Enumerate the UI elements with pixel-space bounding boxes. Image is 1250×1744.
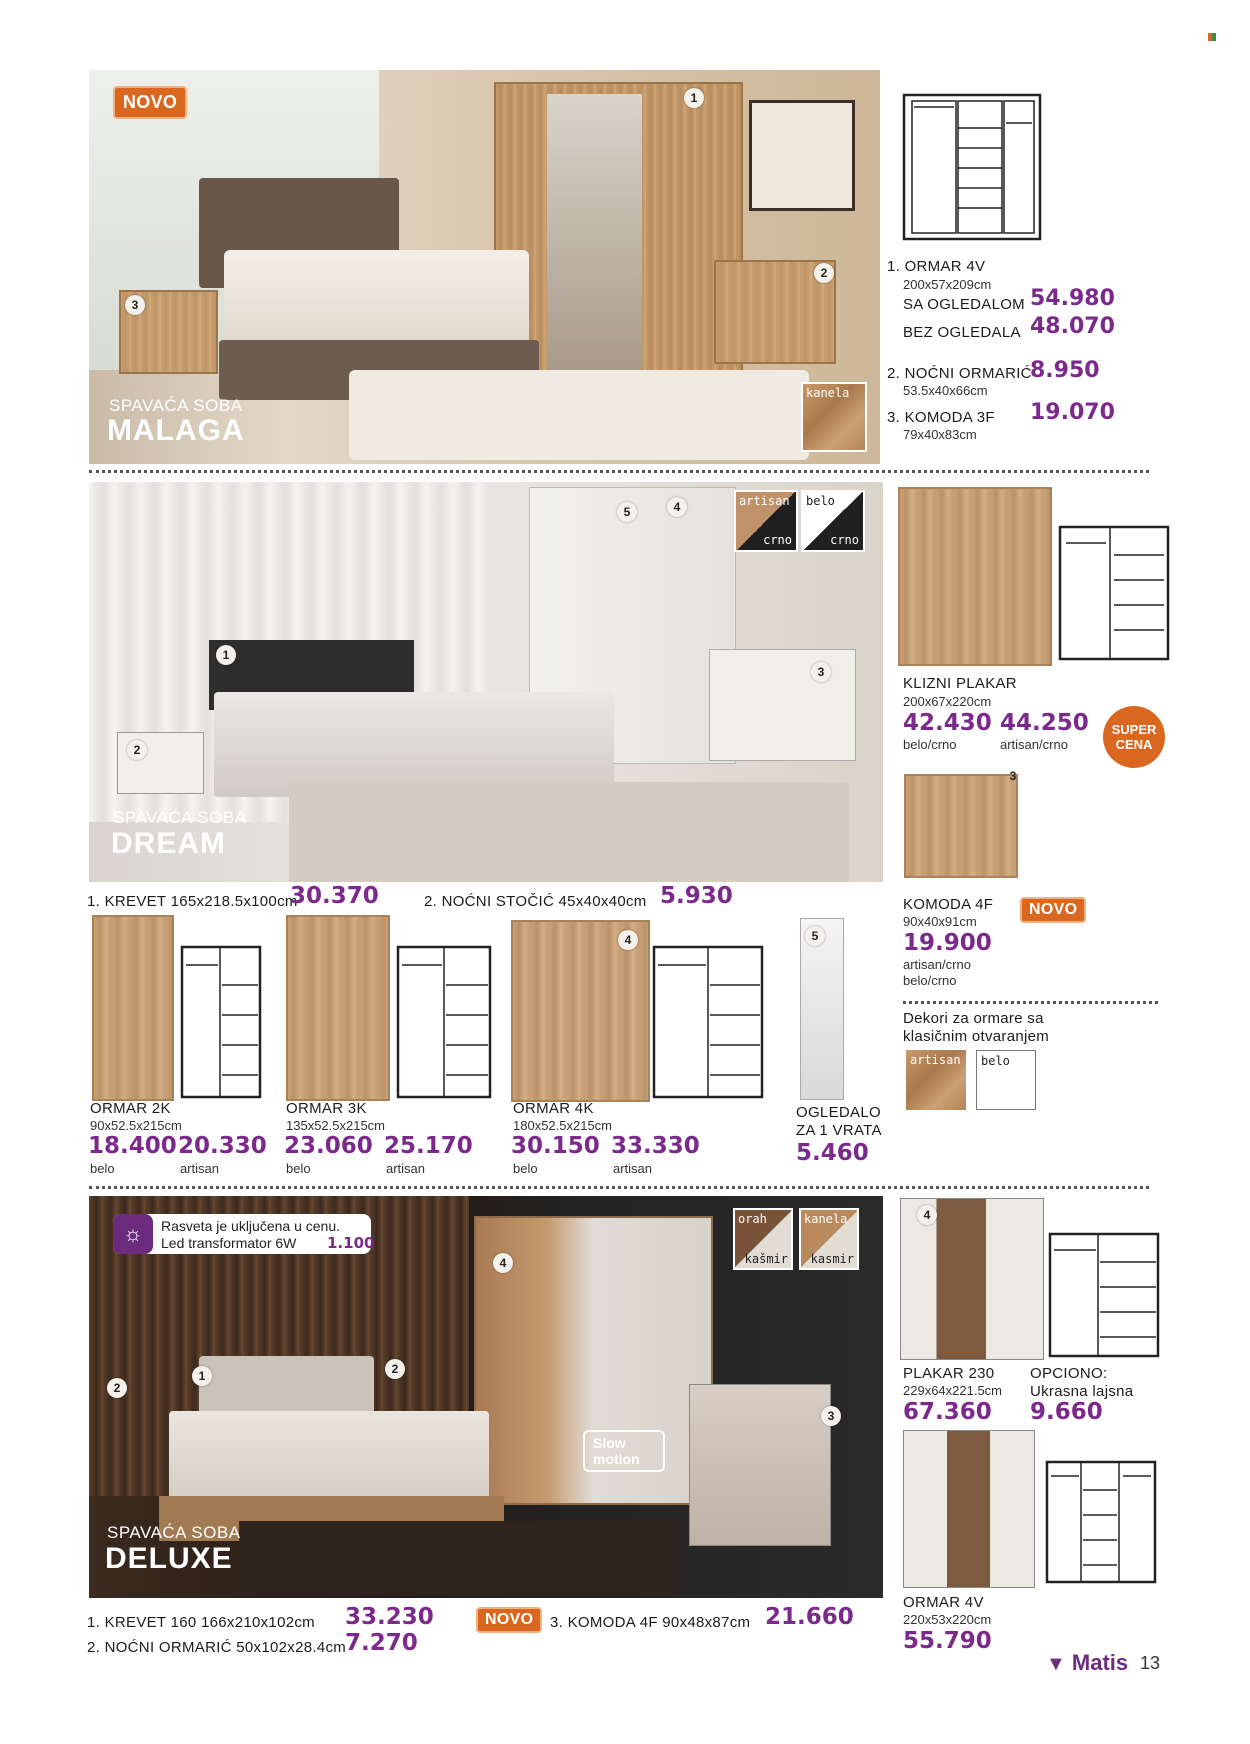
klizni-plakar-price-1: 42.430	[903, 710, 992, 736]
ormar-4v-name: ORMAR 4V	[903, 1594, 984, 1611]
malaga-title: MALAGA	[107, 414, 245, 447]
malaga-item-1-dims: 200x57x209cm	[903, 277, 992, 292]
led-line-1: Rasveta je uključena u cenu.	[161, 1218, 340, 1234]
klizni-plakar-price-2: 44.250	[1000, 710, 1089, 736]
ormar-3k-belo: belo	[286, 1161, 311, 1176]
matis-logo	[1046, 1650, 1128, 1676]
klizni-plakar-dims: 200x67x220cm	[903, 694, 992, 709]
marker-2: 2	[385, 1359, 405, 1379]
malaga-item-2-label: 2. NOĆNI ORMARIĆ	[887, 365, 1032, 382]
komoda-4f-price: 19.900	[903, 930, 992, 956]
brand-name: Matis	[1071, 1650, 1129, 1675]
ormar-3k-price-belo: 23.060	[284, 1133, 373, 1159]
plakar-230-marker: 4	[917, 1205, 937, 1225]
ormar-4k-marker: 4	[618, 930, 638, 950]
ormar-4v-dims: 220x53x220cm	[903, 1612, 992, 1627]
deluxe-komoda-label: 3. KOMODA 4F 90x48x87cm	[550, 1614, 751, 1631]
ormar-4v-drawing	[1045, 1460, 1157, 1586]
decor-note-line-1: Dekori za ormare sa	[903, 1010, 1044, 1027]
decor-label: artisan	[910, 1053, 961, 1067]
ormar-2k-drawing	[180, 945, 262, 1100]
deluxe-photo	[89, 1196, 883, 1598]
slow-motion-label	[583, 1430, 665, 1472]
ormar-4k-belo: belo	[513, 1161, 538, 1176]
badge-line-1: SUPER	[1111, 722, 1157, 737]
marker-4: 4	[493, 1253, 513, 1273]
marker-3: 3	[821, 1406, 841, 1426]
marker-2: 2	[107, 1378, 127, 1398]
dream-stocic-price: 5.930	[660, 883, 733, 909]
deluxe-komoda-price: 21.660	[765, 1604, 854, 1630]
komoda-marker: 3	[1009, 769, 1017, 783]
dream-photo	[89, 482, 883, 882]
opciono-line-1: OPCIONO:	[1030, 1365, 1108, 1382]
dream-krevet-price: 30.370	[290, 883, 379, 909]
malaga-option-2-label: BEZ OGLEDALA	[903, 324, 1021, 341]
ormar-3k-drawing	[396, 945, 492, 1100]
ormar-2k-price-artisan: 20.330	[178, 1133, 267, 1159]
led-line-2: Led transformator 6W	[161, 1235, 297, 1251]
ogledalo-marker: 5	[805, 926, 825, 946]
page-number: 13	[1140, 1653, 1161, 1673]
ormar-4k-price-belo: 30.150	[511, 1133, 600, 1159]
komoda-4f-name: KOMODA 4F	[903, 896, 994, 913]
deluxe-subtitle: SPAVAĆA SOBA	[107, 1523, 241, 1542]
malaga-item-3-label: 3. KOMODA 3F	[887, 409, 995, 426]
ormar-4k-name: ORMAR 4K	[513, 1100, 594, 1117]
malaga-option-1-label: SA OGLEDALOM	[903, 296, 1025, 313]
marker-3: 3	[811, 662, 831, 682]
plakar-230-drawing	[1048, 1232, 1160, 1362]
decor-swatch-belo	[976, 1050, 1036, 1110]
decor-top-label: belo	[806, 494, 835, 508]
badge-line-2: CENA	[1115, 737, 1153, 752]
komoda-4f-dims: 90x40x91cm	[903, 914, 977, 929]
marker-2: 2	[814, 263, 834, 283]
komoda-4f-variant-2: belo/crno	[903, 973, 957, 988]
ogledalo-price: 5.460	[796, 1140, 869, 1166]
deluxe-title: DELUXE	[105, 1542, 233, 1575]
malaga-item-2-dims: 53.5x40x66cm	[903, 383, 988, 398]
ormar-3k-dims: 135x52.5x215cm	[286, 1118, 386, 1133]
rug	[239, 1521, 679, 1596]
decor-top-label: orah	[738, 1212, 767, 1226]
ormar-2k-name: ORMAR 2K	[90, 1100, 171, 1117]
wardrobe-mirror	[547, 94, 642, 374]
ormar-2k-price-belo: 18.400	[88, 1133, 177, 1159]
klizni-plakar-drawing	[1058, 525, 1170, 665]
decor-note-line-2: klasičnim otvaranjem	[903, 1028, 1050, 1045]
decor-bottom-label: crno	[763, 533, 792, 547]
ormar-3k-image	[286, 915, 390, 1101]
ogledalo-line-1: OGLEDALO	[796, 1104, 881, 1121]
decor-top-label: artisan	[739, 494, 790, 508]
decor-bottom-label: kašmir	[744, 1252, 788, 1266]
ormar-3k-artisan: artisan	[386, 1161, 426, 1176]
rug	[289, 782, 849, 882]
ormar-2k-image	[92, 915, 174, 1101]
malaga-item-3-price: 19.070	[1030, 400, 1115, 425]
marker-1: 1	[192, 1366, 212, 1386]
klizni-plakar-variant-2: artisan/crno	[1000, 737, 1068, 752]
ormar-2k-dims: 90x52.5x215cm	[90, 1118, 182, 1133]
divider	[903, 1001, 1158, 1004]
ormar-2k-artisan: artisan	[180, 1161, 220, 1176]
wall-art	[749, 100, 855, 211]
marker-1: 1	[684, 88, 704, 108]
dresser-white	[709, 649, 856, 761]
dream-subtitle: SPAVAĆA SOBA	[113, 808, 247, 827]
komoda-4f-variant-1: artisan/crno	[903, 957, 971, 972]
deluxe-ormaric-price: 7.270	[345, 1630, 418, 1656]
ormar-3k-price-artisan: 25.170	[384, 1133, 473, 1159]
ormar-4k-price-artisan: 33.330	[611, 1133, 700, 1159]
malaga-item-1-label: 1. ORMAR 4V	[887, 258, 986, 275]
malaga-option-2-price: 48.070	[1030, 314, 1115, 339]
decor-swatch-artisan-crno	[734, 490, 798, 552]
ormar-3k-name: ORMAR 3K	[286, 1100, 367, 1117]
decor-swatch-orah-kasmir	[733, 1208, 793, 1270]
decor-bottom-label: crno	[830, 533, 859, 547]
decor-swatch-kanela-kasmir	[799, 1208, 859, 1270]
slow-motion-line-1: Slow	[593, 1435, 626, 1451]
ormar-4k-drawing	[652, 945, 764, 1100]
dresser	[689, 1384, 831, 1546]
divider	[89, 470, 1149, 473]
dream-krevet-label: 1. KREVET 165x218.5x100cm	[87, 893, 298, 910]
klizni-plakar-image	[898, 487, 1052, 666]
corner-logo-icon	[1208, 33, 1216, 41]
komoda-4f-image	[904, 774, 1018, 878]
marker-5: 5	[617, 502, 637, 522]
novo-badge: NOVO	[1020, 897, 1086, 923]
decor-label: belo	[981, 1054, 1010, 1068]
super-cena-badge	[1103, 706, 1165, 768]
ormar-4v-price: 55.790	[903, 1628, 992, 1654]
dream-stocic-label: 2. NOĆNI STOČIĆ 45x40x40cm	[424, 893, 647, 910]
deluxe-ormaric-label: 2. NOĆNI ORMARIĆ 50x102x28.4cm	[87, 1639, 347, 1656]
decor-bottom-label: kasmir	[810, 1252, 854, 1266]
divider	[89, 1186, 1149, 1189]
ogledalo-line-2: ZA 1 VRATA	[796, 1122, 882, 1139]
klizni-plakar-name: KLIZNI PLAKAR	[903, 675, 1017, 692]
marker-1: 1	[216, 645, 236, 665]
opciono-line-2: Ukrasna lajsna	[1030, 1383, 1134, 1400]
led-info-box	[113, 1214, 375, 1254]
dream-title: DREAM	[111, 827, 226, 860]
malaga-photo	[89, 70, 880, 464]
decor-top-label: kanela	[804, 1212, 848, 1226]
novo-badge: NOVO	[476, 1607, 542, 1633]
rug	[349, 370, 809, 460]
ormar-4k-artisan: artisan	[613, 1161, 653, 1176]
marker-3: 3	[125, 295, 145, 315]
malaga-subtitle: SPAVAĆA SOBA	[109, 396, 243, 415]
malaga-item-2-price: 8.950	[1030, 358, 1100, 383]
matis-logo-mark: ▼	[1046, 1653, 1066, 1675]
plakar-230-dims: 229x64x221.5cm	[903, 1383, 1003, 1398]
marker-2: 2	[127, 740, 147, 760]
plakar-230-name: PLAKAR 230	[903, 1365, 995, 1382]
ormar-2k-belo: belo	[90, 1161, 115, 1176]
decor-label: kanela	[806, 386, 850, 400]
decor-swatch-kanela	[801, 382, 867, 452]
malaga-wardrobe-drawing	[902, 93, 1042, 243]
opciono-price: 9.660	[1030, 1399, 1103, 1425]
deluxe-krevet-label: 1. KREVET 160 166x210x102cm	[87, 1614, 315, 1631]
lightbulb-icon: ☼	[113, 1214, 153, 1254]
ogledalo-image	[800, 918, 844, 1100]
slow-motion-line-2: motion	[593, 1451, 640, 1467]
decor-swatch-belo-crno	[801, 490, 865, 552]
plakar-230-price: 67.360	[903, 1399, 992, 1425]
deluxe-krevet-price: 33.230	[345, 1604, 434, 1630]
klizni-plakar-variant-1: belo/crno	[903, 737, 957, 752]
novo-badge: NOVO	[113, 86, 187, 119]
ormar-4k-dims: 180x52.5x215cm	[513, 1118, 613, 1133]
decor-swatch-artisan	[906, 1050, 966, 1110]
marker-4: 4	[667, 497, 687, 517]
led-price: 1.100	[327, 1234, 375, 1252]
malaga-option-1-price: 54.980	[1030, 286, 1115, 311]
ormar-4v-image	[903, 1430, 1035, 1588]
malaga-item-3-dims: 79x40x83cm	[903, 427, 977, 442]
